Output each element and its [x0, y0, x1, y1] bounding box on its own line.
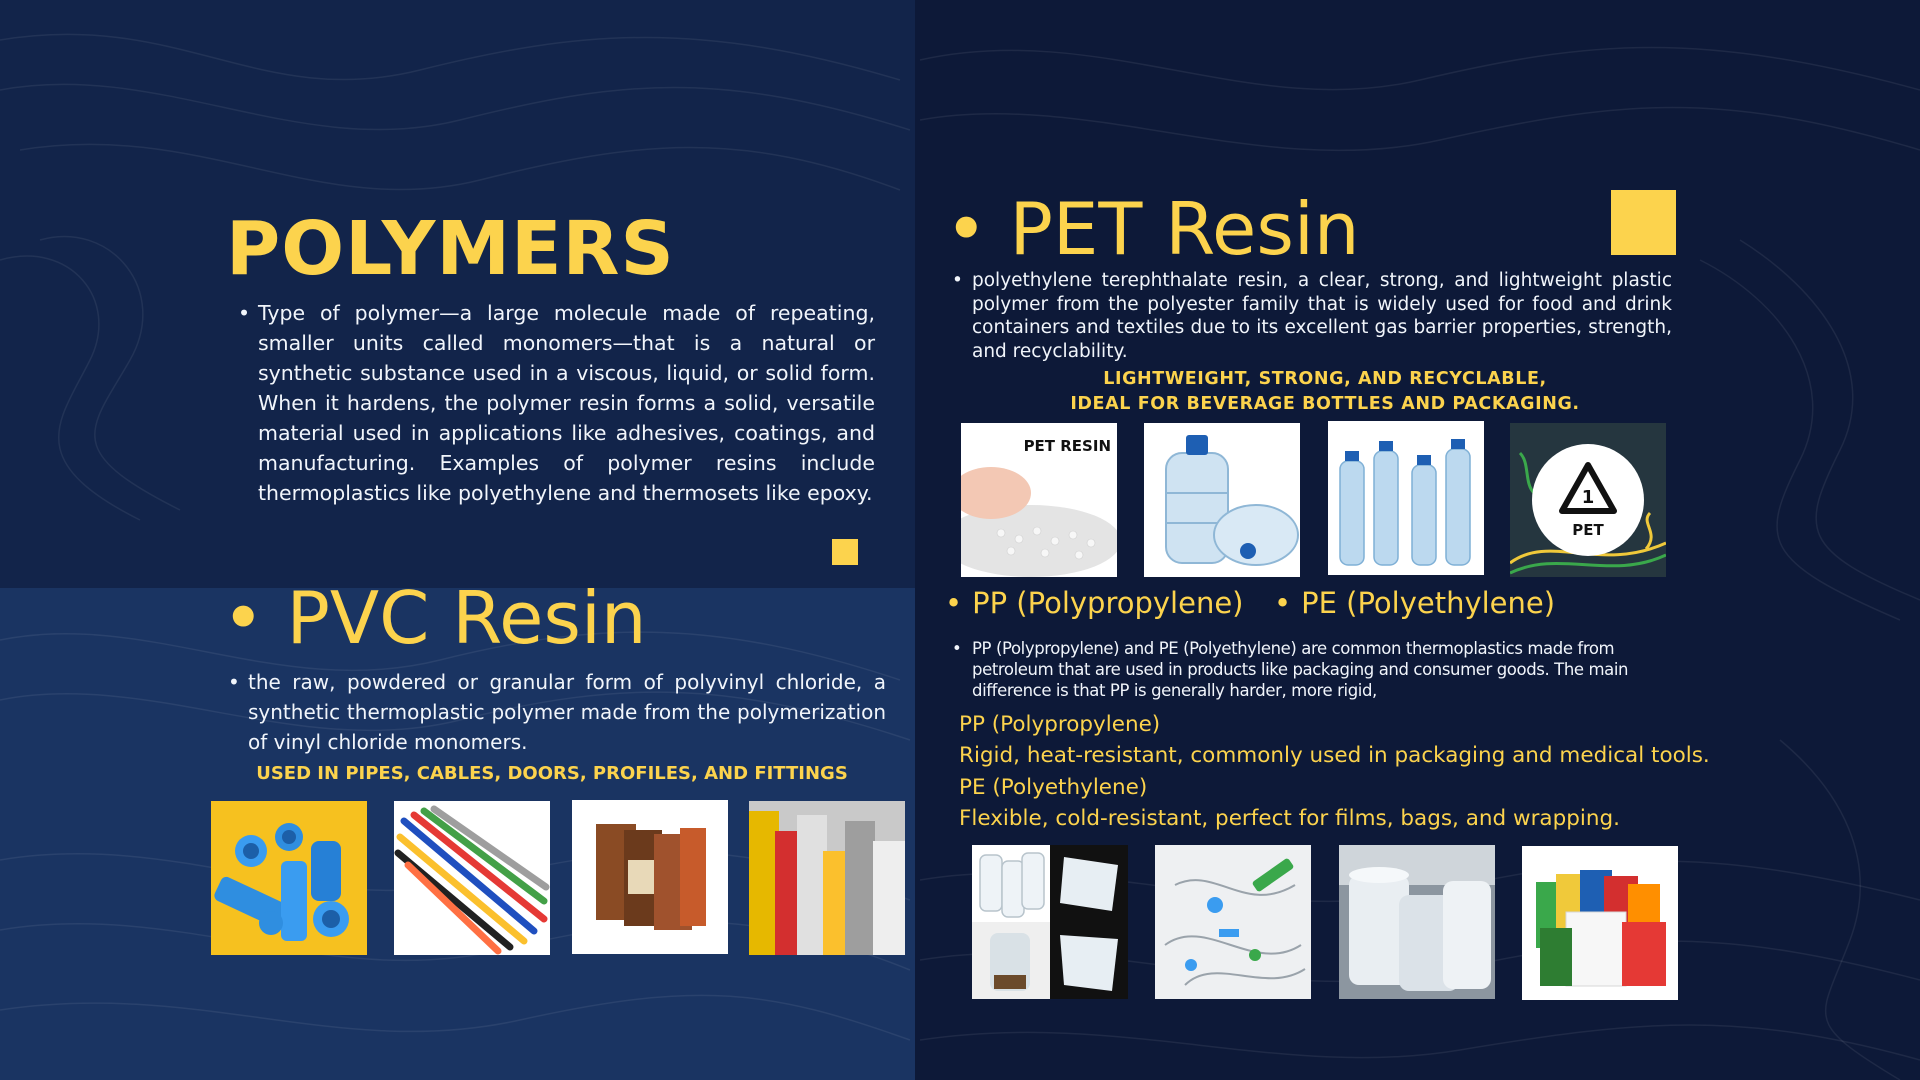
polymers-description: • Type of polymer—a large molecule made of repeating, smaller units called monomers—that is a natural or synthetic substance used in a viscous, liquid, or solid form. When it hardens, the polymer resin forms a solid, versatile material used in applications like adhesives, coatings, and manufacturing. Examples of polymer resins include thermoplastics like polyethylene and thermosets like epoxy.: [258, 298, 875, 508]
pp-title-text: PP (Polypropylene): [972, 586, 1244, 620]
pet-resin-title-text: PET Resin: [1009, 187, 1360, 271]
wooden-doors-image: [572, 800, 728, 954]
pet-resin-title: [945, 187, 1359, 271]
water-bottles-image: [1328, 421, 1484, 575]
medical-tubing-tools-image: [1155, 845, 1311, 999]
pet-caption-line-1: LIGHTWEIGHT, STRONG, AND RECYCLABLE,: [1103, 369, 1547, 389]
stretch-film-rolls-image: [1339, 845, 1495, 999]
pe-description: Flexible, cold-resistant, perfect for films, bags, and wrapping.: [959, 806, 1620, 831]
bullet-dot: •: [1274, 586, 1292, 620]
polymers-title: POLYMERS: [226, 206, 675, 292]
pvc-pipe-fittings-image: [211, 801, 367, 955]
pvc-resin-title: [222, 576, 647, 660]
pvc-description: • the raw, powdered or granular form of polyvinyl chloride, a synthetic thermoplastic polymer made from the polymerization of vinyl chloride monomers.: [248, 667, 886, 757]
bullet-dot: •: [945, 187, 988, 271]
plastic-film-rolls-and-bags-image: [972, 845, 1128, 999]
water-gallon-jugs-image: [1144, 423, 1300, 577]
pvc-resin-title-text: PVC Resin: [286, 576, 647, 660]
accent-square: [1611, 190, 1676, 255]
bullet-dot: •: [222, 576, 265, 660]
colored-cables-image: [394, 801, 550, 955]
pet-recycling-symbol-image: [1510, 423, 1666, 577]
pet-caption-line-2: IDEAL FOR BEVERAGE BOTTLES AND PACKAGING.: [1070, 394, 1580, 414]
pp-name: PP (Polypropylene): [959, 712, 1161, 737]
pet-resin-image-label: PET RESIN: [1023, 437, 1111, 455]
pet-uses-caption: [1000, 367, 1650, 417]
pvc-uses-caption: USED IN PIPES, CABLES, DOORS, PROFILES, AND FITTINGS: [256, 763, 848, 784]
recycling-number: 1: [1581, 487, 1595, 508]
accent-square: [832, 539, 858, 565]
bullet-dot: •: [945, 586, 963, 620]
pe-title-text: PE (Polyethylene): [1301, 586, 1556, 620]
pp-description: Rigid, heat-resistant, commonly used in packaging and medical tools.: [959, 743, 1710, 768]
pet-resin-pellets-image: [961, 423, 1117, 577]
pe-title: [1274, 586, 1555, 620]
woven-sacks-image: [1522, 846, 1678, 1000]
recycling-label: PET: [1572, 521, 1604, 539]
pp-title: [945, 586, 1243, 620]
pet-description: • polyethylene terephthalate resin, a clear, strong, and lightweight plastic polymer from the polyester family that is widely used for food and drink containers and textiles due to its excellent gas barrier properties, strength, and recyclability.: [972, 269, 1672, 363]
pe-name: PE (Polyethylene): [959, 775, 1148, 800]
pvc-profiles-image: [749, 801, 905, 955]
pp-pe-description: • PP (Polypropylene) and PE (Polyethylene) are common thermoplastics made from petroleum that are used in products like packaging and consumer goods. The main difference is that PP is generally harder, more rigid,: [972, 638, 1672, 701]
